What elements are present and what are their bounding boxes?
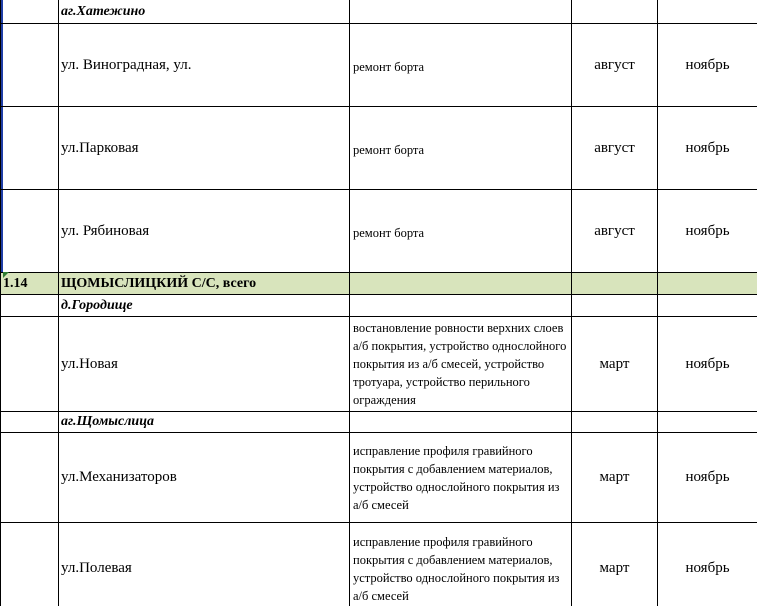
cell-end[interactable]: ноябрь <box>658 107 757 190</box>
cell-section-title[interactable]: ЩОМЫСЛИЦКИЙ С/С, всего <box>59 273 350 295</box>
cell-street[interactable]: ул.Парковая <box>59 107 350 190</box>
cell-start[interactable]: март <box>572 523 658 606</box>
cell-location[interactable]: аг.Щомыслица <box>59 412 350 433</box>
cell-street[interactable]: ул.Механизаторов <box>59 433 350 523</box>
cell-work[interactable] <box>350 0 572 24</box>
cell-end[interactable] <box>658 412 757 433</box>
cell-work[interactable]: исправление профиля гравийного покрытия с добавлением материалов, устройство однослойного покрытия из а/б смесей <box>350 433 572 523</box>
cell-location[interactable]: д.Городище <box>59 295 350 317</box>
cell-start[interactable] <box>572 273 658 295</box>
cell-number[interactable] <box>1 24 59 107</box>
cell-end[interactable] <box>658 295 757 317</box>
cell-work[interactable]: ремонт борта <box>350 107 572 190</box>
cell-work[interactable] <box>350 273 572 295</box>
table-row <box>1 412 757 433</box>
table-row <box>1 295 757 317</box>
cell-end[interactable] <box>658 273 757 295</box>
table-row <box>1 523 757 606</box>
cell-end[interactable] <box>658 0 757 24</box>
cell-number[interactable] <box>1 190 59 273</box>
cell-street[interactable]: ул.Полевая <box>59 523 350 606</box>
cell-start[interactable]: август <box>572 190 658 273</box>
cell-end[interactable]: ноябрь <box>658 24 757 107</box>
table-row <box>1 107 757 190</box>
cell-number[interactable] <box>1 0 59 24</box>
cell-number[interactable] <box>1 107 59 190</box>
table-row <box>1 190 757 273</box>
cell-work[interactable]: ремонт борта <box>350 190 572 273</box>
cell-section-number[interactable]: 1.14 <box>1 273 59 295</box>
cell-work[interactable] <box>350 412 572 433</box>
cell-start[interactable]: март <box>572 317 658 412</box>
cell-start[interactable] <box>572 0 658 24</box>
cell-street[interactable]: ул. Виноградная, ул. <box>59 24 350 107</box>
cell-number[interactable] <box>1 317 59 412</box>
cell-start[interactable]: август <box>572 24 658 107</box>
cell-street[interactable]: ул. Рябиновая <box>59 190 350 273</box>
cell-number[interactable] <box>1 412 59 433</box>
cell-street[interactable]: ул.Новая <box>59 317 350 412</box>
table-row <box>1 0 757 24</box>
cell-start[interactable]: март <box>572 433 658 523</box>
section-row <box>1 273 757 295</box>
cell-start[interactable] <box>572 295 658 317</box>
cell-number[interactable] <box>1 433 59 523</box>
cell-end[interactable]: ноябрь <box>658 433 757 523</box>
cell-comment-marker <box>3 272 9 278</box>
cell-number[interactable] <box>1 295 59 317</box>
table-row <box>1 24 757 107</box>
cell-work[interactable]: исправление профиля гравийного покрытия с добавлением материалов, устройство однослойного покрытия из а/б смесей <box>350 523 572 606</box>
cell-end[interactable]: ноябрь <box>658 190 757 273</box>
cell-location[interactable]: аг.Хатежино <box>59 0 350 24</box>
cell-start[interactable] <box>572 412 658 433</box>
cell-start[interactable]: август <box>572 107 658 190</box>
cell-end[interactable]: ноябрь <box>658 523 757 606</box>
cell-work[interactable]: ремонт борта <box>350 24 572 107</box>
table-row <box>1 433 757 523</box>
cell-work[interactable]: востановление ровности верхних слоев а/б покрытия, устройство однослойного покрытия из а/б смесей, устройство тротуара, устройство перильного ограждения <box>350 317 572 412</box>
cell-end[interactable]: ноябрь <box>658 317 757 412</box>
cell-number[interactable] <box>1 523 59 606</box>
table-row <box>1 317 757 412</box>
cell-work[interactable] <box>350 295 572 317</box>
